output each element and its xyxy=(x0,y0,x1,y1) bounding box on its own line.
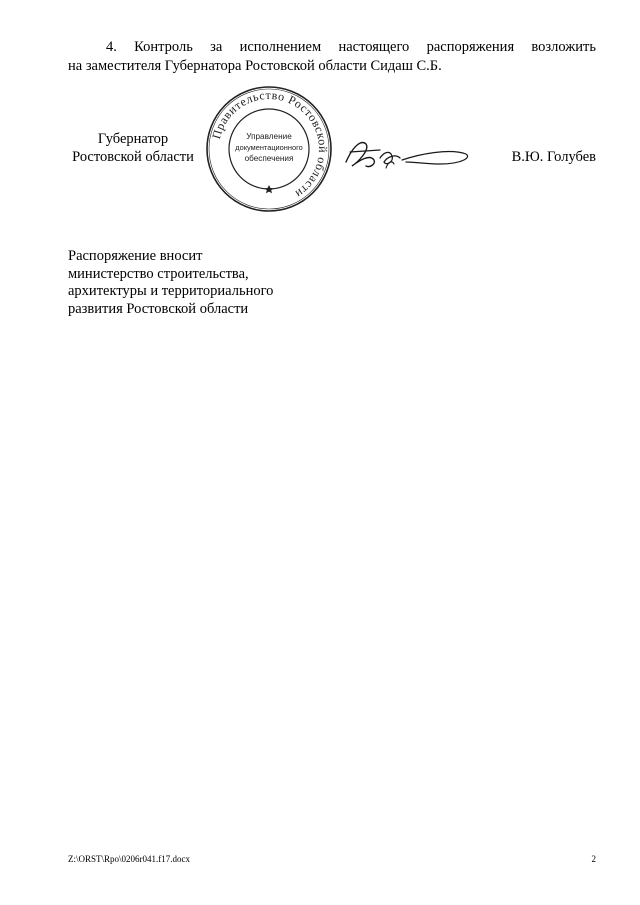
position-title-line-2: Ростовской области xyxy=(72,149,194,165)
seal-inner-line-2: документационного xyxy=(235,143,303,152)
signatory-position xyxy=(68,130,198,166)
footer-page-number: 2 xyxy=(591,854,596,864)
signer-name: В.Ю. Голубев xyxy=(511,149,596,165)
seal-star-icon xyxy=(265,185,274,193)
paragraph-4 xyxy=(68,38,596,76)
seal-inner-line-1: Управление xyxy=(246,132,292,141)
seal-outer-text: Правительство Ростовской области xyxy=(209,87,331,202)
footer-file-path: Z:\ORST\Rpo\0206r041.f17.docx xyxy=(68,854,190,864)
seal-inner-line-3: обеспечения xyxy=(244,154,294,163)
submitter-line-3: архитектуры и территориального xyxy=(68,283,274,299)
official-seal xyxy=(204,84,334,214)
submitter-line-1: Распоряжение вносит xyxy=(68,248,203,264)
position-title-line-1: Губернатор xyxy=(97,131,169,147)
submitter-note xyxy=(68,248,368,318)
paragraph-line-1: 4. Контроль за исполнением настоящего распоряжения возложить xyxy=(106,39,596,55)
paragraph-line-2: на заместителя Губернатора Ростовской области Сидаш С.Б. xyxy=(68,58,442,74)
handwritten-signature xyxy=(340,132,475,180)
submitter-line-4: развития Ростовской области xyxy=(68,300,249,317)
submitter-line-2: министерство строительства, xyxy=(68,265,249,282)
